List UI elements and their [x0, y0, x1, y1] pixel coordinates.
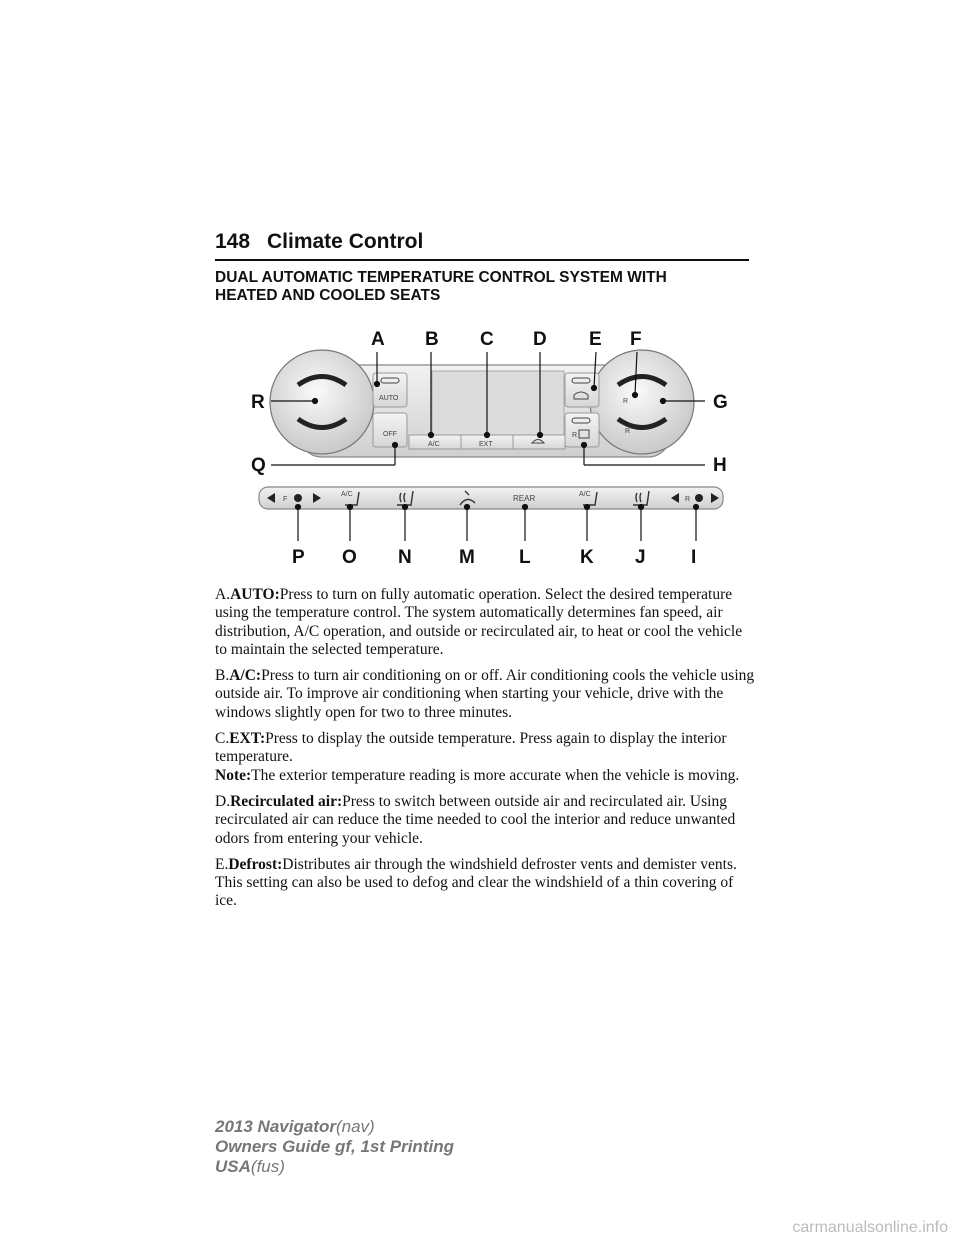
ext-label: EXT [479, 441, 493, 448]
footer-market: USA [215, 1157, 251, 1176]
fan-icon [294, 494, 302, 502]
callout-a: A [371, 329, 385, 350]
footer-line-2: Owners Guide gf, 1st Printing [215, 1137, 454, 1156]
paragraph-ac [215, 667, 755, 722]
section-title-line-2: HEATED AND COOLED SEATS [215, 287, 441, 304]
fan-icon [695, 494, 703, 502]
footer-model: 2013 Navigator [215, 1117, 336, 1136]
callout-q: Q [251, 455, 266, 476]
rear-defrost-r-label: R [572, 432, 578, 439]
callout-m: M [459, 547, 475, 568]
upper-control-panel [270, 350, 694, 457]
callout-f: F [630, 329, 642, 350]
page-footer [215, 1117, 454, 1177]
rear-label: REAR [513, 494, 536, 503]
off-label: OFF [383, 431, 397, 438]
callout-d: D [533, 329, 547, 350]
auto-button[interactable] [373, 373, 407, 407]
front-fan-label: F [283, 496, 288, 503]
paragraph-term: Note: [215, 766, 252, 784]
rear-defrost-button[interactable] [565, 413, 599, 447]
right-temperature-knob[interactable] [590, 350, 694, 454]
footer-market-code: (fus) [250, 1157, 285, 1176]
paragraph-term: AUTO: [230, 586, 280, 603]
right-knob-r-label-lower: R [625, 428, 631, 435]
callout-e: E [589, 329, 602, 350]
section-title [215, 269, 755, 305]
auto-label: AUTO [379, 395, 399, 402]
callout-n: N [398, 547, 412, 568]
page-header [215, 230, 748, 260]
paragraph-text: Press to turn on fully automatic operation. Select the desired temperature using the temperature control. The system automatically determines fan speed, air distribution, A/C operation, and outside or recirculated air, to heat or cool the vehicle to maintain the selected temperature. [215, 586, 743, 658]
callout-c: C [480, 329, 494, 350]
paragraph-prefix: A. [215, 586, 231, 603]
callout-i: I [691, 547, 697, 568]
footer-model-code: (nav) [335, 1117, 375, 1136]
chapter-title: Climate Control [267, 230, 424, 253]
header-rule [215, 259, 749, 261]
paragraph-prefix: C. [215, 730, 230, 748]
paragraph-note [215, 767, 755, 785]
callout-l: L [519, 547, 531, 568]
ac-label: A/C [428, 441, 440, 448]
driver-cooled-seat-label: A/C [341, 491, 353, 498]
footer-line-3 [215, 1157, 454, 1177]
ac-button[interactable] [409, 435, 461, 449]
page-number: 148 [215, 230, 251, 253]
passenger-cooled-seat-label: A/C [579, 491, 591, 498]
rear-fan-label: R [685, 496, 691, 503]
watermark: carmanualsonline.info [792, 1219, 948, 1236]
callout-h: H [713, 455, 727, 476]
paragraph-text: Press to switch between outside air and recirculated air. Using recirculated air can reduce the time needed to cool the interior and reduce unwanted odors from entering your vehicle. [215, 792, 736, 847]
paragraph-text: Press to turn air conditioning on or off. Air conditioning cools the vehicle using outside air. To improve air conditioning when starting your vehicle, drive with the windows slightly open for two to three minutes. [215, 667, 755, 721]
paragraph-term: A/C: [229, 667, 262, 685]
paragraph-text: Press to display the outside temperature. Press again to display the interior temperature. [215, 730, 727, 766]
callout-b: B [425, 329, 439, 350]
right-knob-r-label-upper: R [623, 398, 629, 405]
paragraph-auto [215, 586, 755, 659]
paragraph-defrost [215, 856, 755, 911]
callout-j: J [635, 547, 646, 568]
paragraph-term: EXT: [229, 730, 266, 748]
callout-o: O [342, 547, 357, 568]
paragraph-term: Recirculated air: [230, 792, 343, 810]
paragraph-prefix: D. [215, 792, 231, 810]
section-title-line-1: DUAL AUTOMATIC TEMPERATURE CONTROL SYSTEM WITH [215, 269, 667, 286]
lower-control-strip [259, 487, 723, 509]
paragraph-term: Defrost: [228, 855, 283, 873]
footer-line-1 [215, 1117, 454, 1137]
rear-control-button[interactable] [513, 494, 535, 503]
callout-r: R [251, 392, 265, 413]
paragraph-text: The exterior temperature reading is more accurate when the vehicle is moving. [251, 766, 740, 784]
callout-k: K [580, 547, 594, 568]
callout-g: G [713, 392, 728, 413]
off-button[interactable] [373, 413, 407, 447]
climate-control-diagram [245, 325, 735, 570]
paragraph-prefix: E. [215, 855, 229, 873]
callout-p: P [292, 547, 305, 568]
paragraph-text: Distributes air through the windshield defroster vents and demister vents. This setting can also be used to defog and clear the windshield of a thin covering of ice. [215, 855, 737, 910]
left-temperature-knob[interactable] [270, 350, 374, 454]
paragraph-ext [215, 730, 755, 767]
body-text [215, 586, 755, 919]
paragraph-prefix: B. [215, 667, 230, 685]
paragraph-recirculated-air [215, 793, 755, 848]
